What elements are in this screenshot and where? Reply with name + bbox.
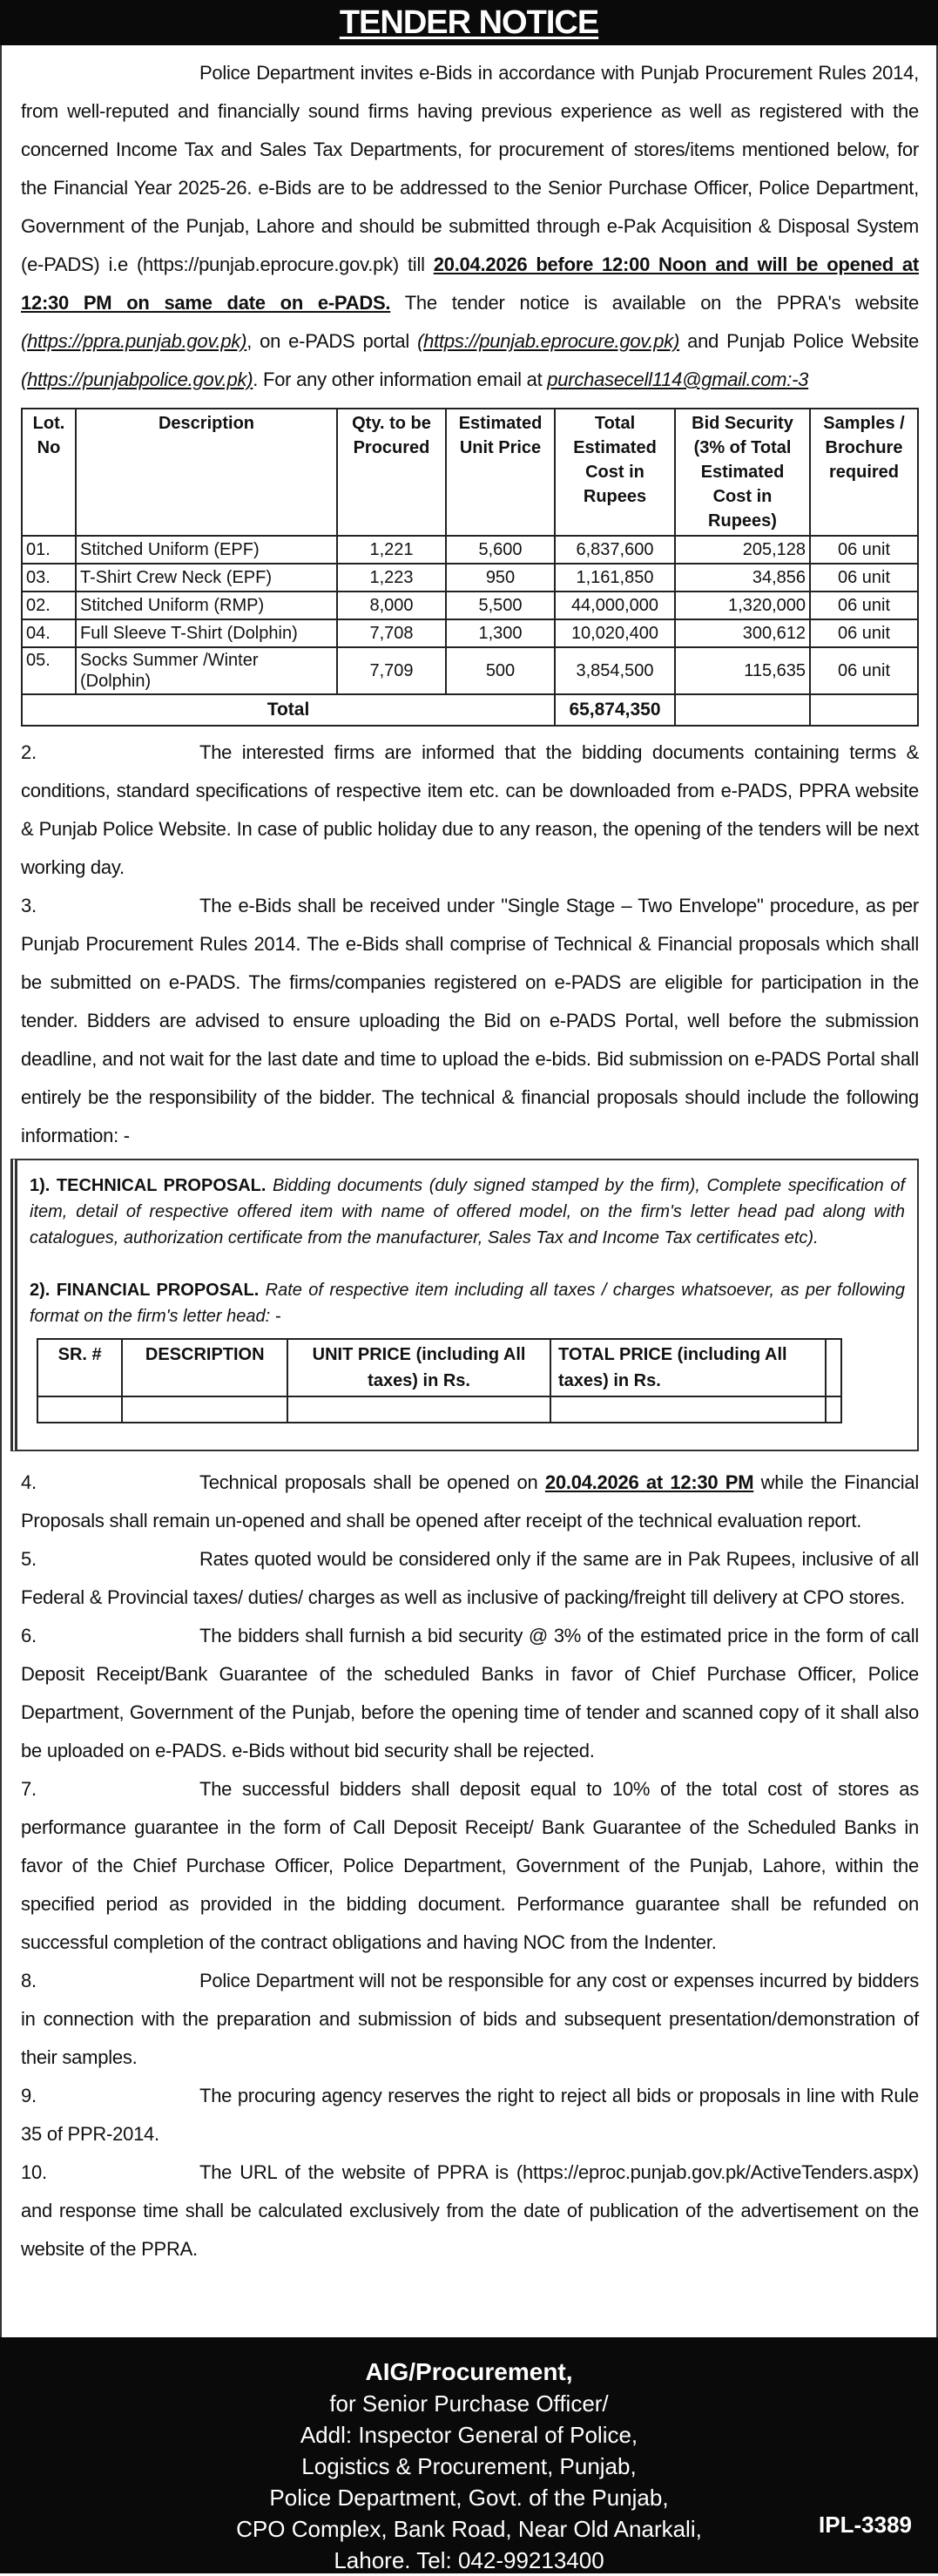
col-unit-price: Estimated Unit Price xyxy=(446,409,555,536)
signatory-line: Lahore. Tel: 042-99213400 xyxy=(334,2547,604,2573)
table-row xyxy=(22,619,918,647)
cell: 1,221 xyxy=(337,536,446,564)
cell: Stitched Uniform (RMP) xyxy=(76,592,337,619)
paragraph-number: 4. xyxy=(21,1471,37,1493)
cell: 06 unit xyxy=(810,564,918,592)
cell: Socks Summer /Winter (Dolphin) xyxy=(76,647,337,694)
financial-proposal xyxy=(30,1277,905,1329)
paragraph-number: 2. xyxy=(21,741,37,763)
intro-text: , on e-PADS portal xyxy=(246,330,418,352)
paragraph-text: The e-Bids shall be received under "Single Stage – Two Envelope" procedure, as per Punjab Procurement Rules 2014. The e-Bids shall comprise of Technical & Financial proposals which shall be submitted on e-PADS. The firms/companies registered on e-PADS are eligible for participation in the tender. Bidders are advised to ensure uploading the Bid on e-PADS Portal, well before the submission deadline, and not wait for the last date and time to upload the e-bids. Bid submission on e-PADS Portal shall entirely be the responsibility of the bidder. The technical & financial proposals should include the following information: - xyxy=(21,895,919,1146)
total-label: Total xyxy=(22,694,555,726)
deadline-text: 20.04.2026 before 12:00 Noon and will be opened at 12:30 PM on same date on e-PADS. xyxy=(21,254,919,314)
col-total-price: TOTAL PRICE (including All taxes) in Rs. xyxy=(550,1339,826,1396)
ppra-link[interactable]: (https://ppra.punjab.gov.pk) xyxy=(21,330,247,352)
ipl-code: IPL-3389 xyxy=(819,2512,912,2538)
epads-link[interactable]: (https://punjab.eprocure.gov.pk) xyxy=(417,330,680,352)
cell: 1,161,850 xyxy=(555,564,675,592)
total-value: 65,874,350 xyxy=(555,694,675,726)
table-row xyxy=(22,564,918,592)
paragraph-number: 5. xyxy=(21,1548,37,1570)
paragraph-text: The URL of the website of PPRA is (https://eproc.punjab.gov.pk/ActiveTenders.aspx) and response time shall be calculated exclusively from the date of publication of the advertisement on the website of the PPRA. xyxy=(21,2161,919,2260)
paragraph-text: Rates quoted would be considered only if the same are in Pak Rupees, inclusive of all Federal & Provincial taxes/ duties/ charges as well as inclusive of packing/freight till delivery at CPO stores. xyxy=(21,1548,919,1608)
cell: 300,612 xyxy=(675,619,810,647)
col-total-cost: Total Estimated Cost in Rupees xyxy=(555,409,675,536)
col-qty: Qty. to be Procured xyxy=(337,409,446,536)
technical-proposal xyxy=(30,1173,905,1251)
signatory-line: Addl: Inspector General of Police, xyxy=(300,2422,638,2448)
col-lot: Lot. No xyxy=(22,409,76,536)
intro-text: and Punjab Police Website xyxy=(679,330,920,352)
cell: 3,854,500 xyxy=(555,647,675,694)
paragraph-4 xyxy=(21,1464,919,1540)
paragraph-text: The interested firms are informed that the bidding documents containing terms & conditions, standard specifications of respective item etc. can be downloaded from e-PADS, PPRA website & Punjab Police Website. In case of public holiday due to any reason, the opening of the tenders will be next working day. xyxy=(21,741,919,878)
signatory-line: CPO Complex, Bank Road, Near Old Anarkali, xyxy=(236,2516,702,2542)
paragraph-9 xyxy=(21,2077,919,2153)
financial-format-table xyxy=(37,1338,842,1423)
intro-text: Police Department invites e-Bids in accordance with Punjab Procurement Rules 2014, from well-reputed and financially sound firms having previous experience as well as registered with the concerned Income Tax and Sales Tax Departments, for procurement of stores/items mentioned below, for the Financial Year 2025-26. e-Bids are to be addressed to the Senior Purchase Officer, Police Department, Government of the Punjab, Lahore and should be submitted through e-Pak Acquisition & Disposal System (e-PADS) i.e (https://punjab.eprocure.gov.pk) till xyxy=(21,62,919,275)
cell: Stitched Uniform (EPF) xyxy=(76,536,337,564)
cell: 950 xyxy=(446,564,555,592)
paragraph-8 xyxy=(21,1962,919,2077)
opening-date: 20.04.2026 at 12:30 PM xyxy=(544,1471,754,1493)
cell: 6,837,600 xyxy=(555,536,675,564)
intro-text: The tender notice is available on the PPRA's website xyxy=(390,292,919,314)
paragraph-number: 7. xyxy=(21,1778,37,1800)
proposal-box xyxy=(10,1159,919,1451)
signatory-line: for Senior Purchase Officer/ xyxy=(329,2390,609,2417)
cell: 01. xyxy=(22,536,76,564)
table-row xyxy=(22,536,918,564)
col-bid-security: Bid Security (3% of Total Estimated Cost in Rupees) xyxy=(675,409,810,536)
intro-text: . For any other information email at xyxy=(253,368,548,390)
col-unit-price: UNIT PRICE (including All taxes) in Rs. xyxy=(287,1339,550,1396)
cell: 7,708 xyxy=(337,619,446,647)
paragraph-6 xyxy=(21,1617,919,1770)
cell: 115,635 xyxy=(675,647,810,694)
cell: 06 unit xyxy=(810,619,918,647)
cell: 10,020,400 xyxy=(555,619,675,647)
table-header-row xyxy=(22,409,918,536)
col-description: Description xyxy=(76,409,337,536)
cell: 5,600 xyxy=(446,536,555,564)
lots-table xyxy=(21,408,919,727)
cell xyxy=(550,1396,826,1423)
table-row xyxy=(22,647,918,694)
cell xyxy=(826,1396,841,1423)
cell: 5,500 xyxy=(446,592,555,619)
cell: 05. xyxy=(22,647,76,694)
header-bar xyxy=(0,0,938,45)
cell: 03. xyxy=(22,564,76,592)
cell: T-Shirt Crew Neck (EPF) xyxy=(76,564,337,592)
paragraph-10 xyxy=(21,2153,919,2268)
cell xyxy=(287,1396,550,1423)
cell xyxy=(826,1339,841,1396)
page-title: TENDER NOTICE xyxy=(339,4,599,41)
paragraph-5 xyxy=(21,1540,919,1617)
cell: 04. xyxy=(22,619,76,647)
cell: Full Sleeve T-Shirt (Dolphin) xyxy=(76,619,337,647)
cell: 1,223 xyxy=(337,564,446,592)
technical-proposal-heading: 1). TECHNICAL PROPOSAL. xyxy=(30,1176,267,1195)
cell: 500 xyxy=(446,647,555,694)
paragraph-number: 10. xyxy=(21,2161,47,2183)
cell: 34,856 xyxy=(675,564,810,592)
cell: 02. xyxy=(22,592,76,619)
cell xyxy=(810,694,918,726)
technical-proposal-text: Bidding documents (duly signed stamped by the firm), Complete specification of item, detail of respective offered item with name of offered model, on the firm's letter head pad along with catalogues, authorization certificate from the manufacturer, Sales Tax and Income Tax certificates etc). xyxy=(30,1176,905,1247)
notice-body xyxy=(0,45,938,2337)
footer-signature xyxy=(0,2337,938,2573)
financial-proposal-text: Rate of respective item including all taxes / charges whatsoever, as per following format on the firm's letter head: - xyxy=(30,1281,905,1326)
paragraph-text: while the Financial Proposals shall remain un-opened and shall be opened after receipt of the technical evaluation report. xyxy=(21,1471,919,1531)
paragraph-number: 8. xyxy=(21,1970,37,1991)
signatory-title: AIG/Procurement, xyxy=(365,2358,573,2385)
paragraph-2 xyxy=(21,734,919,887)
paragraph-7 xyxy=(21,1770,919,1962)
cell: 44,000,000 xyxy=(555,592,675,619)
col-description: DESCRIPTION xyxy=(122,1339,287,1396)
paragraph-number: 3. xyxy=(21,895,37,916)
cell: 06 unit xyxy=(810,536,918,564)
table-row xyxy=(22,592,918,619)
signatory-line: Logistics & Procurement, Punjab, xyxy=(301,2453,637,2479)
cell xyxy=(122,1396,287,1423)
paragraph-text: The procuring agency reserves the right to reject all bids or proposals in line with Rule 35 of PPR-2014. xyxy=(21,2085,919,2145)
cell: 06 unit xyxy=(810,592,918,619)
cell xyxy=(37,1396,122,1423)
cell: 1,320,000 xyxy=(675,592,810,619)
paragraph-text: Police Department will not be responsible for any cost or expenses incurred by bidders in connection with the preparation and submission of bids and subsequent presentation/demonstration of their samples. xyxy=(21,1970,919,2068)
email-link[interactable]: purchasecell114@gmail.com:-3 xyxy=(547,368,809,390)
col-samples: Samples / Brochure required xyxy=(810,409,918,536)
police-website-link[interactable]: (https://punjabpolice.gov.pk) xyxy=(21,368,253,390)
cell: 7,709 xyxy=(337,647,446,694)
total-row xyxy=(22,694,918,726)
cell: 8,000 xyxy=(337,592,446,619)
paragraph-text: The successful bidders shall deposit equal to 10% of the total cost of stores as performance guarantee in the form of Call Deposit Receipt/ Bank Guarantee of the Scheduled Banks in favor of the Chief Purchase Officer, Police Department, Government of the Punjab, Lahore, within the specified period as provided in the bidding document. Performance guarantee shall be refunded on successful completion of the contract obligations and having NOC from the Indenter. xyxy=(21,1778,919,1953)
cell: 1,300 xyxy=(446,619,555,647)
paragraph-3 xyxy=(21,887,919,1155)
cell: 06 unit xyxy=(810,647,918,694)
intro-paragraph xyxy=(21,54,919,399)
cell xyxy=(675,694,810,726)
signatory-line: Police Department, Govt. of the Punjab, xyxy=(269,2485,669,2511)
cell: 205,128 xyxy=(675,536,810,564)
paragraph-text: The bidders shall furnish a bid security @ 3% of the estimated price in the form of call Deposit Receipt/Bank Guarantee of the scheduled Banks in favor of Chief Purchase Officer, Police Department, Government of the Punjab, before the opening time of tender and scanned copy of it shall also be uploaded on e-PADS. e-Bids without bid security shall be rejected. xyxy=(21,1625,919,1761)
paragraph-number: 6. xyxy=(21,1625,37,1646)
col-sr: SR. # xyxy=(37,1339,122,1396)
paragraph-text: Technical proposals shall be opened on xyxy=(199,1471,545,1493)
financial-proposal-heading: 2). FINANCIAL PROPOSAL. xyxy=(30,1281,260,1300)
paragraph-number: 9. xyxy=(21,2085,37,2106)
